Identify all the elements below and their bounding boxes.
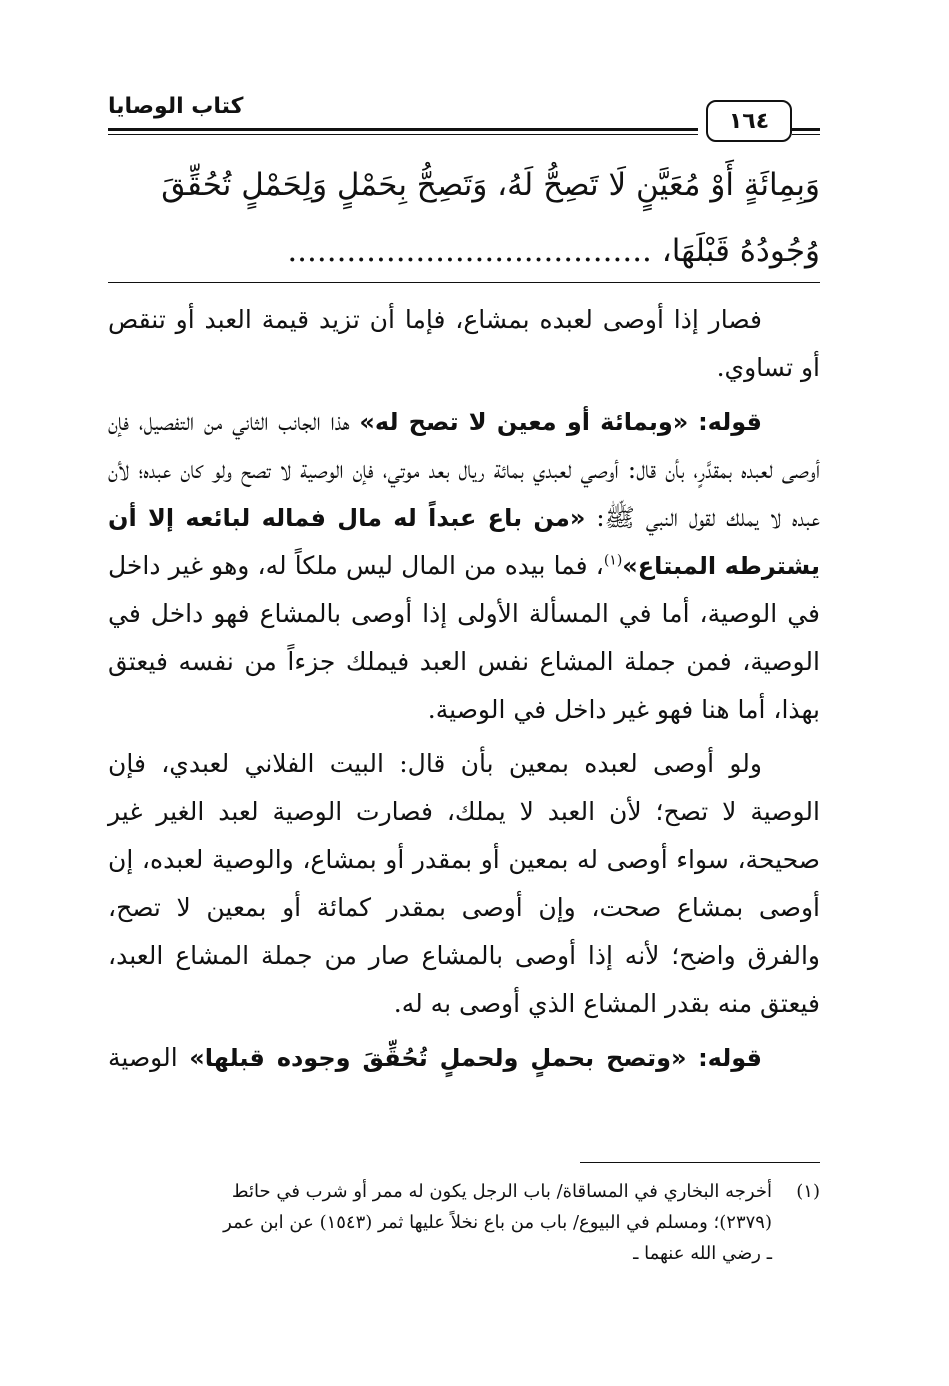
footnote-line-3: ـ رضي الله عنهما ـ xyxy=(633,1243,772,1264)
header-rule-right xyxy=(792,128,820,131)
page-number: ١٦٤ xyxy=(706,100,792,142)
paragraph-4-text: الوصية xyxy=(108,1043,178,1072)
matn-line-2: وُجُودُهُ قَبْلَهَا، ..................................... xyxy=(287,233,820,269)
running-title: كتاب الوصايا xyxy=(108,94,244,119)
footnote-line-2: (٢٣٧٩)؛ ومسلم في البيوع/ باب من باع نخلاً عليها ثمر (١٥٤٣) عن ابن عمر xyxy=(223,1212,772,1233)
paragraph-2-text-b: ، فما بيده من المال ليس ملكاً له، وهو غير داخل في الوصية، أما في المسألة الأولى إذا أوصى بالمشاع فهو داخل في الوصية، فمن جملة المشاع نفس العبد فيملك جزءاً من نفسه فيعتق بهذا، أما هنا فهو غير داخل في الوصية. xyxy=(108,551,820,724)
commentary-body xyxy=(108,296,820,1088)
footnote-divider xyxy=(580,1162,820,1163)
footnote xyxy=(108,1176,820,1269)
header-rule-thin xyxy=(108,134,698,135)
footnote-ref: (١) xyxy=(603,552,623,569)
paragraph-2-quote: «وبمائة أو معين لا تصح له» xyxy=(359,408,689,436)
matn-divider xyxy=(108,282,820,283)
paragraph-2-text-a: هذا الجانب الثاني من التفصيل، فإن أوصى لعبده بمقدَّرٍ، بأن قال: أوصي لعبدي بمائة ريال بعد موتي، فإن الوصية لا تصح ولو كان عبده؛ لأن عبده لا يملك لقول النبي ﷺ: xyxy=(108,407,821,532)
matn-line-1: وَبِمِائَةٍ أَوْ مُعَيَّنٍ لَا تَصِحُّ لَهُ، وَتَصِحُّ بِحَمْلٍ وَلِحَمْلٍ تُحُقِّقَ xyxy=(161,167,820,203)
header-rule-right-thin xyxy=(792,134,820,135)
hadith-quote: «من باع عبداً له مال فماله لبائعه إلا أن يشترطه المبتاع» xyxy=(108,504,820,580)
footnote-text-1: أخرجه البخاري في المساقاة/ باب الرجل يكون له ممر أو شرب في حائط xyxy=(231,1181,772,1202)
header-rule xyxy=(108,128,698,131)
footnote-number: (١) xyxy=(796,1181,820,1202)
footnote-line-1 xyxy=(108,1176,820,1207)
matn-text xyxy=(108,152,820,284)
paragraph-4-quote: «وتصح بحملٍ ولحملٍ تُحُقِّقَ وجوده قبلها» xyxy=(189,1044,687,1072)
paragraph-3: ولو أوصى لعبده بمعين بأن قال: البيت الفلاني لعبدي، فإن الوصية لا تصح؛ لأن العبد لا يملك، فصارت الوصية لعبد الغير غير صحيحة، سواء أوصى له بمعين أو بمقدر أو بمشاع، والوصية لعبده، إن أوصى بمشاع صحت، وإن أوصى بمقدر كمائة أو بمعين لا تصح، والفرق واضح؛ لأنه إذا أوصى بالمشاع صار من جملة المشاع العبد، فيعتق منه بقدر المشاع الذي أوصى به له. xyxy=(108,749,820,1018)
paragraph-1: فصار إذا أوصى لعبده بمشاع، فإما أن تزيد قيمة العبد أو تنقص أو تساوي. xyxy=(108,305,820,382)
page-header xyxy=(108,88,820,148)
paragraph-2-label: قوله: xyxy=(698,408,762,436)
paragraph-2 xyxy=(108,398,820,734)
paragraph-4-label: قوله: xyxy=(698,1044,762,1072)
paragraph-4 xyxy=(108,1034,820,1082)
